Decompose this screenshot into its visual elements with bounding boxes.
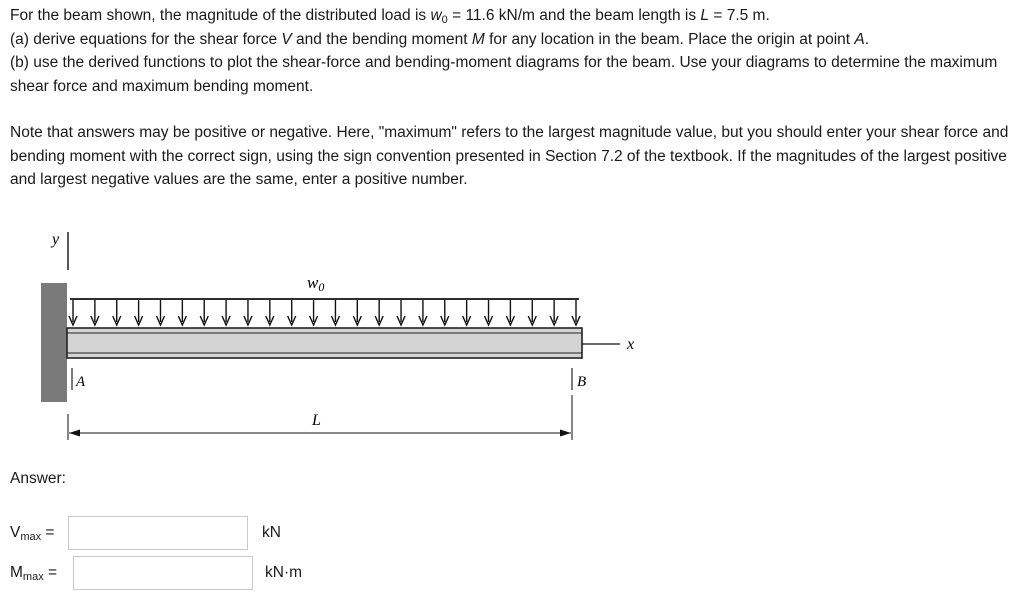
- problem-statement: [10, 4, 1016, 192]
- load-arrow-head-icon: [375, 316, 383, 325]
- load-arrow-head-icon: [135, 316, 143, 325]
- load-arrow-head-icon: [69, 316, 77, 325]
- load-arrow-head-icon: [244, 316, 252, 325]
- w0-symbol: w: [430, 7, 442, 24]
- problem-note: Note that answers may be positive or negative. Here, "maximum" refers to the largest magnitude value, but you should enter your shear force and bending moment with the correct sign, using the sign convention presented in Section 7.2 of the textbook. If the magnitudes of the largest positive and largest negative values are the same, enter a positive number.: [10, 124, 1009, 188]
- load-arrow-head-icon: [419, 316, 427, 325]
- load-label: [307, 273, 324, 294]
- problem-part-a: [10, 28, 1016, 52]
- A-symbol: A: [854, 30, 865, 48]
- load-arrow-head-icon: [550, 316, 558, 325]
- part-a-text-1: (a) derive equations for the shear force: [10, 30, 282, 48]
- vmax-label-base: V: [10, 524, 21, 541]
- y-axis-label: y: [52, 231, 60, 248]
- load-arrow-head-icon: [463, 316, 471, 325]
- point-b-label: B: [577, 374, 587, 390]
- length-label: L: [312, 412, 321, 429]
- vmax-label: [10, 524, 54, 542]
- load-arrow-head-icon: [113, 316, 121, 325]
- V-symbol: V: [281, 30, 292, 48]
- load-arrow-head-icon: [397, 316, 405, 325]
- load-arrow-head-icon: [528, 316, 536, 325]
- load-arrow-head-icon: [331, 316, 339, 325]
- problem-given-line: [10, 4, 1016, 28]
- mmax-label-sub: max: [22, 571, 44, 583]
- mmax-label-equals: =: [43, 564, 58, 581]
- vmax-label-sub: max: [20, 531, 42, 543]
- vmax-label-equals: =: [41, 524, 55, 541]
- load-label-subscript: 0: [318, 280, 325, 294]
- dim-arrow-right-icon: [560, 430, 571, 437]
- load-label-w: w: [307, 273, 319, 292]
- dim-arrow-left-icon: [69, 430, 80, 437]
- load-arrow-head-icon: [310, 316, 318, 325]
- mmax-unit: kN·m: [265, 564, 303, 581]
- part-a-text-3: for any location in the beam. Place the origin at point: [484, 30, 855, 48]
- mmax-input[interactable]: [73, 556, 253, 590]
- given-text-1: For the beam shown, the magnitude of the distributed load is: [10, 7, 431, 24]
- load-arrow-head-icon: [353, 316, 361, 325]
- load-arrow-head-icon: [266, 316, 274, 325]
- load-arrow-head-icon: [200, 316, 208, 325]
- load-arrow-head-icon: [572, 316, 580, 325]
- beam-body: [67, 328, 582, 358]
- part-a-text-4: .: [864, 30, 870, 48]
- L-symbol: L: [700, 7, 710, 24]
- load-arrow-head-icon: [506, 316, 514, 325]
- mmax-label-base: M: [10, 564, 23, 581]
- problem-part-b: (b) use the derived functions to plot the shear-force and bending-moment diagrams for the beam. Use your diagrams to determine the maximum shear force and maximum bending moment.: [10, 54, 998, 95]
- M-symbol: M: [471, 30, 485, 48]
- load-arrow-head-icon: [288, 316, 296, 325]
- load-arrow-head-icon: [441, 316, 449, 325]
- mmax-label: [10, 564, 57, 582]
- load-arrow-head-icon: [91, 316, 99, 325]
- part-a-text-2: and the bending moment: [291, 30, 472, 48]
- given-text-2: = 11.6 kN/m and the beam length is: [447, 7, 701, 24]
- load-arrow-head-icon: [178, 316, 186, 325]
- load-arrow-head-icon: [222, 316, 230, 325]
- x-axis-label: x: [627, 336, 635, 353]
- point-a-label: A: [76, 374, 86, 390]
- w0-subscript: 0: [441, 14, 448, 26]
- load-arrow-head-icon: [485, 316, 493, 325]
- load-arrows: [69, 300, 580, 325]
- load-arrow-head-icon: [156, 316, 164, 325]
- given-text-3: = 7.5 m.: [709, 7, 770, 24]
- vmax-unit: kN: [262, 524, 281, 541]
- answer-heading: Answer:: [10, 470, 66, 487]
- vmax-input[interactable]: [68, 516, 248, 550]
- fixed-wall: [41, 283, 67, 402]
